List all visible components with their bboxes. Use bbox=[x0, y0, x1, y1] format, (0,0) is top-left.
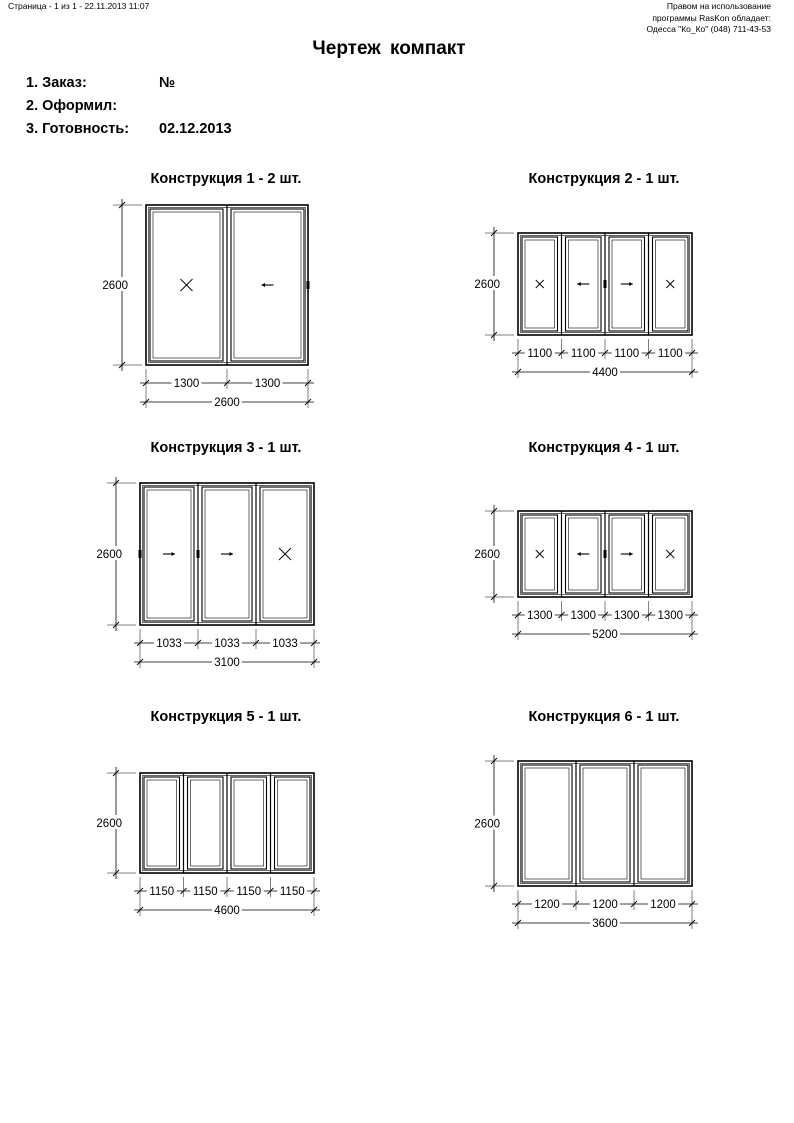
handle-icon bbox=[139, 550, 142, 558]
construction-title: Конструкция 6 - 1 шт. bbox=[528, 709, 680, 725]
sash-width-label: 1300 bbox=[526, 610, 553, 622]
sash-width-label: 1100 bbox=[570, 348, 596, 360]
total-width-label: 5200 bbox=[592, 629, 618, 641]
slide-direction-icon bbox=[577, 552, 589, 556]
construction-3 bbox=[96, 440, 320, 669]
sash-width-label: 1200 bbox=[650, 899, 676, 911]
construction-title: Конструкция 2 - 1 шт. bbox=[528, 171, 680, 187]
sash-width-label: 1300 bbox=[570, 610, 597, 622]
slide-direction-icon bbox=[577, 282, 589, 286]
rights-line-1: Правом на использование bbox=[666, 1, 771, 11]
sash-width-label: 1033 bbox=[214, 638, 240, 650]
construction-4 bbox=[474, 440, 698, 641]
height-label: 2600 bbox=[96, 818, 122, 830]
total-width-label: 4400 bbox=[592, 367, 618, 379]
slide-direction-icon bbox=[221, 552, 233, 556]
document-title: Чертеж компакт bbox=[312, 38, 466, 59]
slide-direction-icon bbox=[163, 552, 175, 556]
outer-frame bbox=[518, 761, 692, 886]
sash-frame bbox=[144, 777, 180, 869]
height-label: 2600 bbox=[474, 818, 500, 831]
construction-1 bbox=[102, 171, 314, 409]
glass-pane bbox=[641, 768, 685, 879]
glass-pane bbox=[525, 768, 569, 879]
total-width-label: 2600 bbox=[214, 397, 240, 409]
sash-frame bbox=[231, 777, 267, 869]
sash-width-label: 1033 bbox=[272, 638, 298, 650]
height-label: 2600 bbox=[96, 549, 122, 561]
sash-width-label: 1300 bbox=[613, 610, 640, 622]
glass-pane bbox=[583, 768, 627, 879]
construction-title: Конструкция 5 - 1 шт. bbox=[150, 709, 302, 725]
sash-frame bbox=[580, 765, 630, 882]
sash-frame bbox=[275, 777, 311, 869]
glass-pane bbox=[147, 780, 177, 866]
height-label: 2600 bbox=[102, 280, 128, 292]
order-label: 1. Заказ: bbox=[26, 75, 87, 91]
total-width-label: 4600 bbox=[214, 905, 240, 917]
glass-pane bbox=[278, 780, 308, 866]
construction-6 bbox=[474, 709, 698, 930]
rights-line-2: программы RasKon обладает: bbox=[652, 12, 771, 23]
sash-width-label: 1300 bbox=[173, 378, 200, 390]
sash-width-label: 1033 bbox=[156, 638, 182, 650]
total-width-label: 3100 bbox=[214, 657, 240, 669]
sash-frame bbox=[638, 765, 688, 882]
slide-direction-icon bbox=[621, 552, 633, 556]
height-label: 2600 bbox=[474, 549, 500, 561]
height-label: 2600 bbox=[474, 279, 500, 291]
handle-icon bbox=[307, 281, 310, 289]
sash-width-label: 1200 bbox=[534, 899, 560, 911]
sash-width-label: 1150 bbox=[236, 886, 262, 898]
handle-icon bbox=[197, 550, 200, 558]
sash-frame bbox=[188, 777, 224, 869]
sash-width-label: 1150 bbox=[279, 886, 305, 898]
sash-width-label: 1100 bbox=[527, 348, 553, 360]
sash-width-label: 1150 bbox=[192, 886, 218, 898]
sash-width-label: 1200 bbox=[592, 899, 618, 911]
construction-title: Конструкция 1 - 2 шт. bbox=[150, 171, 302, 187]
inner-frame bbox=[521, 764, 690, 884]
slide-direction-icon bbox=[621, 282, 633, 286]
glass-pane bbox=[234, 780, 264, 866]
sash-width-label: 1300 bbox=[657, 610, 684, 622]
construction-title: Конструкция 3 - 1 шт. bbox=[150, 440, 302, 456]
sash-width-label: 1300 bbox=[254, 378, 281, 390]
handle-icon bbox=[604, 550, 607, 558]
sash-frame bbox=[522, 765, 572, 882]
glass-pane bbox=[191, 780, 221, 866]
construction-title: Конструкция 4 - 1 шт. bbox=[528, 440, 680, 456]
page-info: Страница - 1 из 1 - 22.11.2013 11:07 bbox=[8, 1, 150, 11]
handle-icon bbox=[604, 280, 607, 288]
ready-date-value: 02.12.2013 bbox=[159, 121, 232, 137]
sash-width-label: 1100 bbox=[614, 348, 640, 360]
ready-date-label: 3. Готовность: bbox=[26, 121, 130, 137]
sash-width-label: 1100 bbox=[657, 348, 683, 360]
rights-line-3: Одесса "Ко_Ко" (048) 711-43-53 bbox=[646, 24, 771, 34]
order-value: № bbox=[159, 75, 176, 91]
slide-direction-icon bbox=[262, 283, 274, 287]
issuer-label: 2. Оформил: bbox=[26, 98, 118, 114]
total-width-label: 3600 bbox=[592, 918, 618, 930]
construction-2 bbox=[474, 171, 698, 379]
construction-5 bbox=[96, 709, 320, 917]
sash-width-label: 1150 bbox=[149, 886, 175, 898]
